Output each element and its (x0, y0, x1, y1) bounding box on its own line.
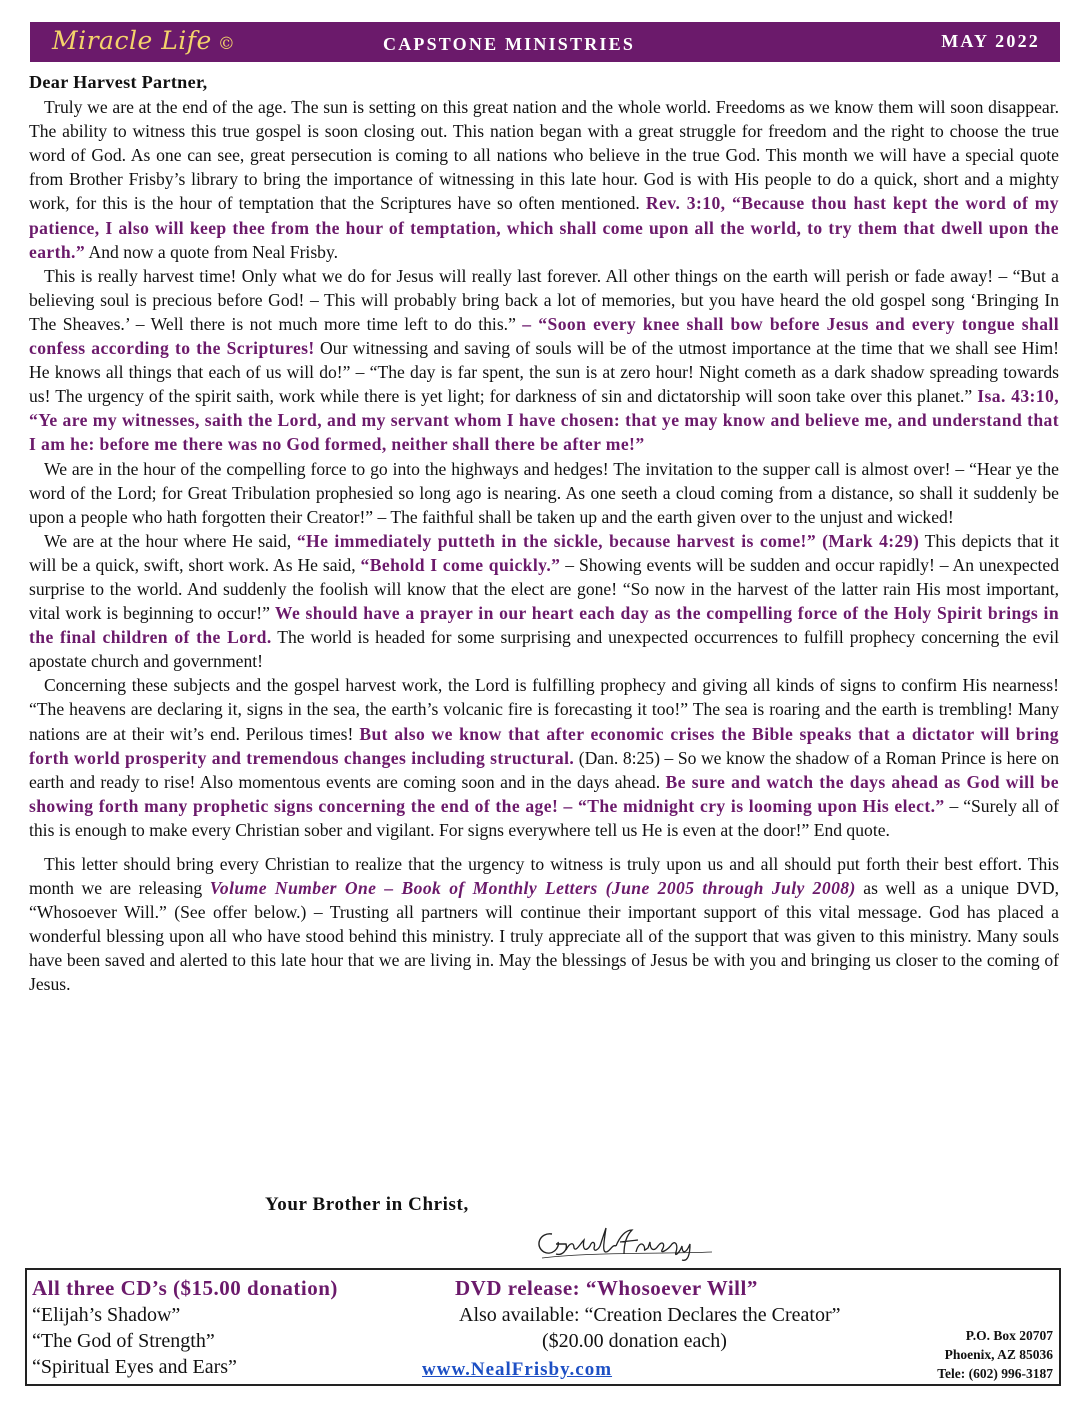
emphasis-text: Rev. 3:10, “Because thou hast kept the word of my patience, I also will keep thee from the hour of temptation, which shall come upon all the world, to try them that dwell upon the earth.” (29, 193, 1059, 262)
ministry-name: CAPSTONE MINISTRIES (383, 34, 636, 54)
letter-body (29, 70, 1059, 997)
paragraph (29, 529, 1059, 674)
emphasis-text: “Behold I come quickly.” (360, 554, 561, 575)
body-text: Truly we are at the end of the age. The sun is setting on this great nation and the whole world. Freedoms as we know them will soon disappear. The ability to witness this true gospel is soon closing out. This nation began with a great struggle for freedom and the right to choose the true word of God. As one can see, great persecution is coming to all nations who believe in the true God. This month we will have a special quote from Brother Frisby’s library to bring the importance of witnessing in this late hour. God is with His people to do a quick, short and a mighty work, for this is the hour of temptation that the Scriptures have so often mentioned. (29, 97, 1059, 214)
emphasis-text: We should have a prayer in our heart each day as the compelling force of the Holy Spirit brings in the final children of the Lord. (29, 603, 1060, 648)
body-text: And now a quote from Neal Frisby. (85, 241, 339, 262)
dvd-price: ($20.00 donation each) (542, 1330, 727, 1352)
phone-line: Tele: (602) 996-3187 (937, 1366, 1053, 1381)
newsletter-header (30, 22, 1060, 62)
mailing-address (937, 1326, 1053, 1383)
dvd-also-available: Also available: “Creation Declares the Creator” (459, 1304, 841, 1326)
signature-image (532, 1222, 722, 1262)
dvd-offer-title: DVD release: “Whosoever Will” (455, 1276, 758, 1300)
body-text: – Showing events will be sudden and occur rapidly! – An unexpected surprise to the world. And suddenly the foolish will know that the elect are gone! “So now in the harvest of the latter rain His most important, vital work is beginning to occur!” (29, 554, 1060, 624)
address-line: P.O. Box 20707 (965, 1328, 1053, 1343)
body-text: as well as a unique DVD, “Whosoever Will.” (See offer below.) – Trusting all partners will continue their important support of this vital message. God has placed a wonderful blessing upon all who have stood behind this ministry. I truly appreciate all of the support that was given to this ministry. Many souls have been saved and alerted to this late hour that we are living in. May the blessings of Jesus be with you and bringing us closer to the coming of Jesus. (29, 878, 1059, 995)
address-line: Phoenix, AZ 85036 (944, 1347, 1053, 1362)
paragraph (29, 264, 1059, 457)
closing: Your Brother in Christ, (265, 1194, 469, 1215)
emphasis-text: “He immediately putteth in the sickle, because harvest is come!” (Mark 4:29) (296, 530, 920, 551)
body-text: Concerning these subjects and the gospel harvest work, the Lord is fulfilling prophecy and giving all kinds of signs to confirm His nearness! “The heavens are declaring it, signs in the sea, the earth’s volcanic fire is forecasting it too!” The sea is roaring and the earth is trembling! Many nations are at their wit’s end. Perilous times! (29, 675, 1059, 744)
cd-item: “Elijah’s Shadow” (32, 1304, 181, 1326)
body-text: (Dan. 8:25) – So we know the shadow of a Roman Prince is here on earth and ready to rise! Also momentous events are coming soon and in the days ahead. (29, 747, 1059, 792)
body-text: This letter should bring every Christian to realize that the urgency to witness is truly upon us and all should put forth their best effort. This month we are releasing (29, 854, 1059, 899)
emphasis-text: Be sure and watch the days ahead as God will be showing forth many prophetic signs concerning the end of the age! – “The midnight cry is looming upon His elect.” (29, 771, 1059, 816)
cds-offer-title: All three CD’s ($15.00 donation) (32, 1276, 338, 1300)
emphasis-text: Volume Number One – Book of Monthly Letters (June 2005 through July 2008) (209, 878, 856, 899)
body-text: This depicts that it will be a quick, swift, short work. As He said, (29, 530, 1059, 575)
brand-logo: Miracle Life © (52, 26, 236, 55)
body-text: The world is headed for some surprising and unexpected occurrences to fulfill prophecy concerning the evil apostate church and government! (29, 627, 1060, 672)
offer-box (25, 1268, 1061, 1386)
issue-date: MAY 2022 (941, 31, 1040, 51)
website-link[interactable]: www.NealFrisby.com (422, 1359, 613, 1380)
paragraph (29, 852, 1059, 997)
greeting: Dear Harvest Partner, (29, 72, 208, 92)
body-text: – “Surely all of this is enough to make every Christian sober and vigilant. For signs everywhere tell us He is even at the door!” End quote. (29, 795, 1060, 840)
paragraph (29, 95, 1059, 264)
emphasis-text: – “Soon every knee shall bow before Jesus and every tongue shall confess according to the Scriptures! (29, 313, 1059, 359)
body-text: We are in the hour of the compelling force to go into the highways and hedges! The invitation to the supper call is almost over! – “Hear ye the word of the Lord; for Great Tribulation prophesied so long ago is nearing. As one seeth a cloud coming from a distance, so shall it suddenly be upon a people who hath forgotten their Creator!” – The faithful shall be taken up and the earth given over to the unjust and wicked! (29, 458, 1059, 527)
body-text: Our witnessing and saving of souls will be of the utmost importance at the time that we shall see Him! He knows all things that each of us will do!” – “The day is far spent, the sun is at zero hour! Night cometh as a dark shadow spreading towards us! The urgency of the spirit saith, work while there is yet light; for darkness of sin and dictatorship will soon take over this planet.” (29, 338, 1059, 407)
emphasis-text: But also we know that after economic crises the Bible speaks that a dictator will bring forth world prosperity and tremendous changes including structural. (29, 723, 1059, 768)
body-text: This is really harvest time! Only what we do for Jesus will really last forever. All other things on the earth will perish or fade away! – “But a believing soul is precious before God! – This will probably bring back a lot of memories, but you have heard the old gospel song ‘Bringing In The Sheaves.’ – Well there is not much more time left to do this.” (29, 265, 1059, 334)
paragraph (29, 673, 1059, 842)
copyright-symbol: © (217, 34, 236, 54)
paragraph (29, 457, 1059, 529)
body-text: We are at the hour where He said, (44, 530, 297, 551)
emphasis-text: Isa. 43:10, “Ye are my witnesses, saith the Lord, and my servant whom I have chosen: that ye may know and believe me, and understand that I am he: before me there was no God formed, neither shall there be after me!” (29, 386, 1059, 455)
cd-item: “The God of Strength” (32, 1330, 215, 1352)
cd-item: “Spiritual Eyes and Ears” (32, 1356, 237, 1378)
